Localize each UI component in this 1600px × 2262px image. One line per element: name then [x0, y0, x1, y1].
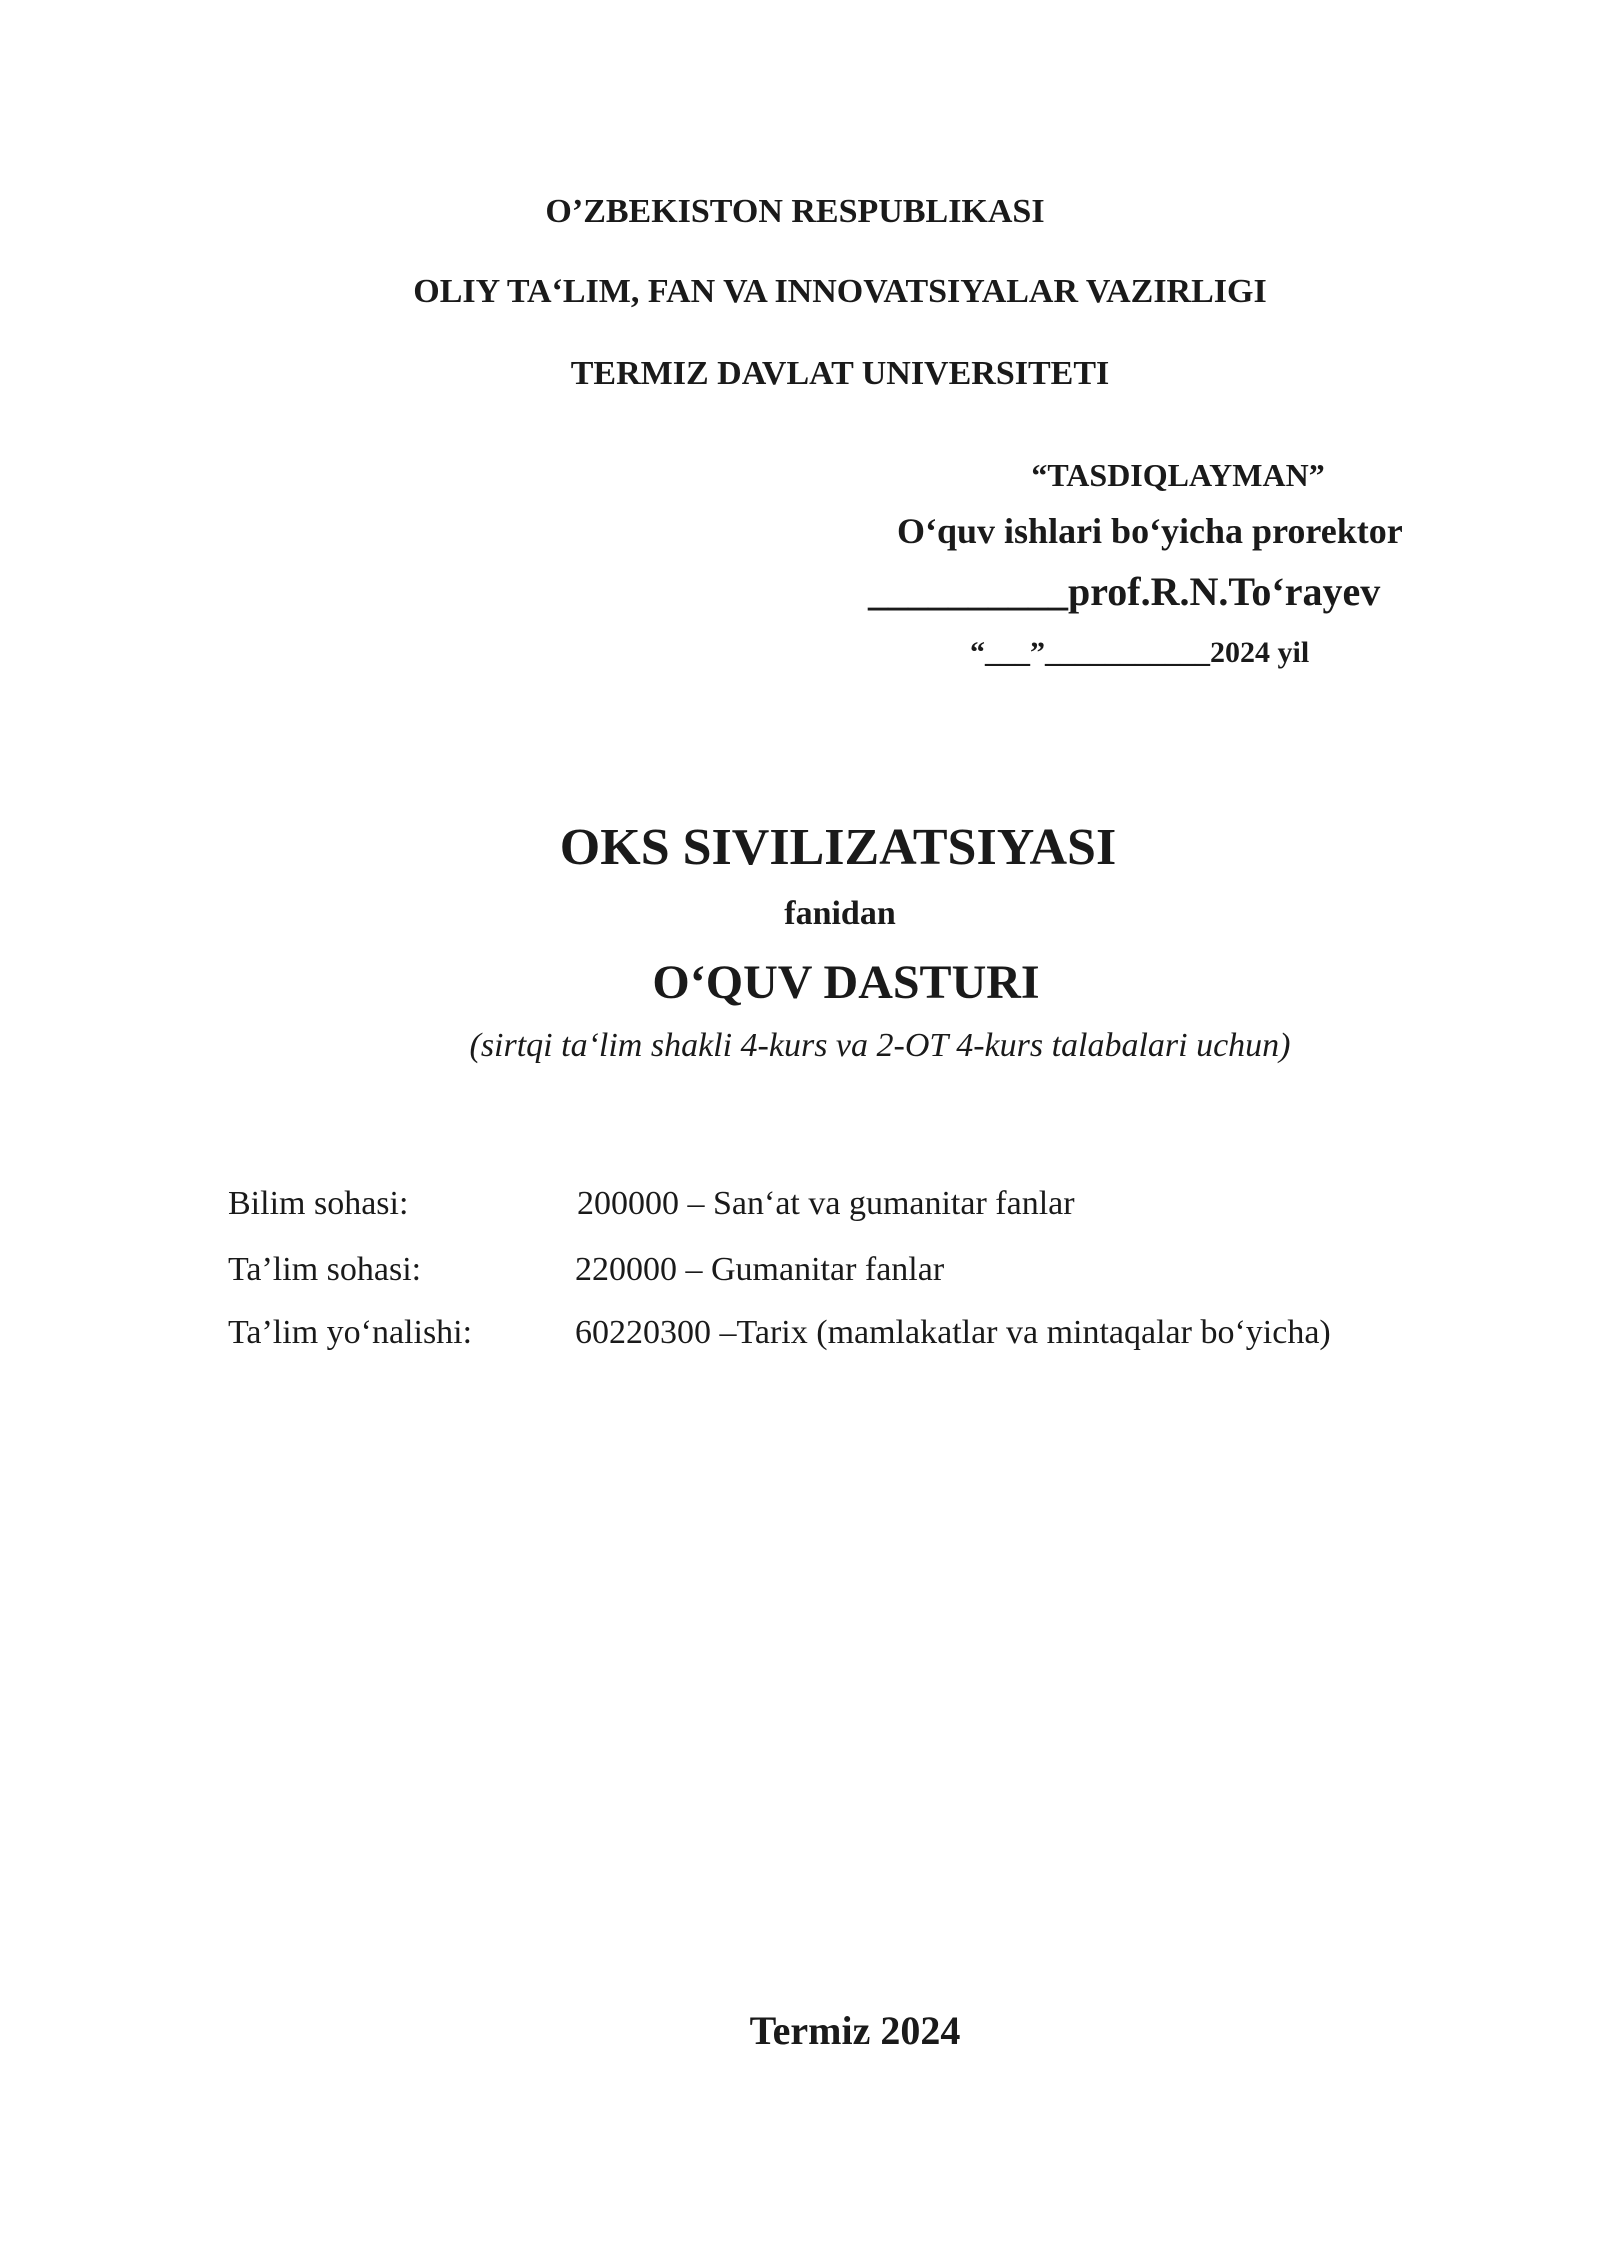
subject-suffix: fanidan [784, 895, 896, 932]
document-type: O‘QUV DASTURI [652, 956, 1040, 1009]
approval-signature: __________prof.R.N.To‘rayev [868, 569, 1381, 614]
approval-title: “TASDIQLAYMAN” [1031, 457, 1325, 493]
place-year: Termiz 2024 [749, 2008, 961, 2053]
country-heading: O’ZBEKISTON RESPUBLIKASI [545, 193, 1045, 230]
info-value-knowledge-area: 200000 – San‘at va gumanitar fanlar [577, 1185, 1075, 1222]
subject-title: OKS SIVILIZATSIYASI [559, 819, 1117, 876]
audience-note: (sirtqi ta‘lim shakli 4-kurs va 2-OT 4-kurs talabalari uchun) [469, 1027, 1291, 1064]
approval-position: O‘quv ishlari bo‘yicha prorektor [897, 511, 1403, 551]
info-value-direction: 60220300 –Tarix (mamlakatlar va mintaqalar bo‘yicha) [575, 1314, 1331, 1351]
info-label-knowledge-area: Bilim sohasi: [228, 1185, 409, 1222]
info-label-education-area: Ta’lim sohasi: [228, 1251, 422, 1288]
info-label-direction: Ta’lim yo‘nalishi: [228, 1314, 473, 1351]
approval-date: “___”___________2024 yil [970, 636, 1310, 669]
ministry-heading: OLIY TA‘LIM, FAN VA INNOVATSIYALAR VAZIRLIGI [413, 273, 1267, 310]
university-heading: TERMIZ DAVLAT UNIVERSITETI [570, 355, 1110, 392]
info-value-education-area: 220000 – Gumanitar fanlar [575, 1251, 945, 1288]
